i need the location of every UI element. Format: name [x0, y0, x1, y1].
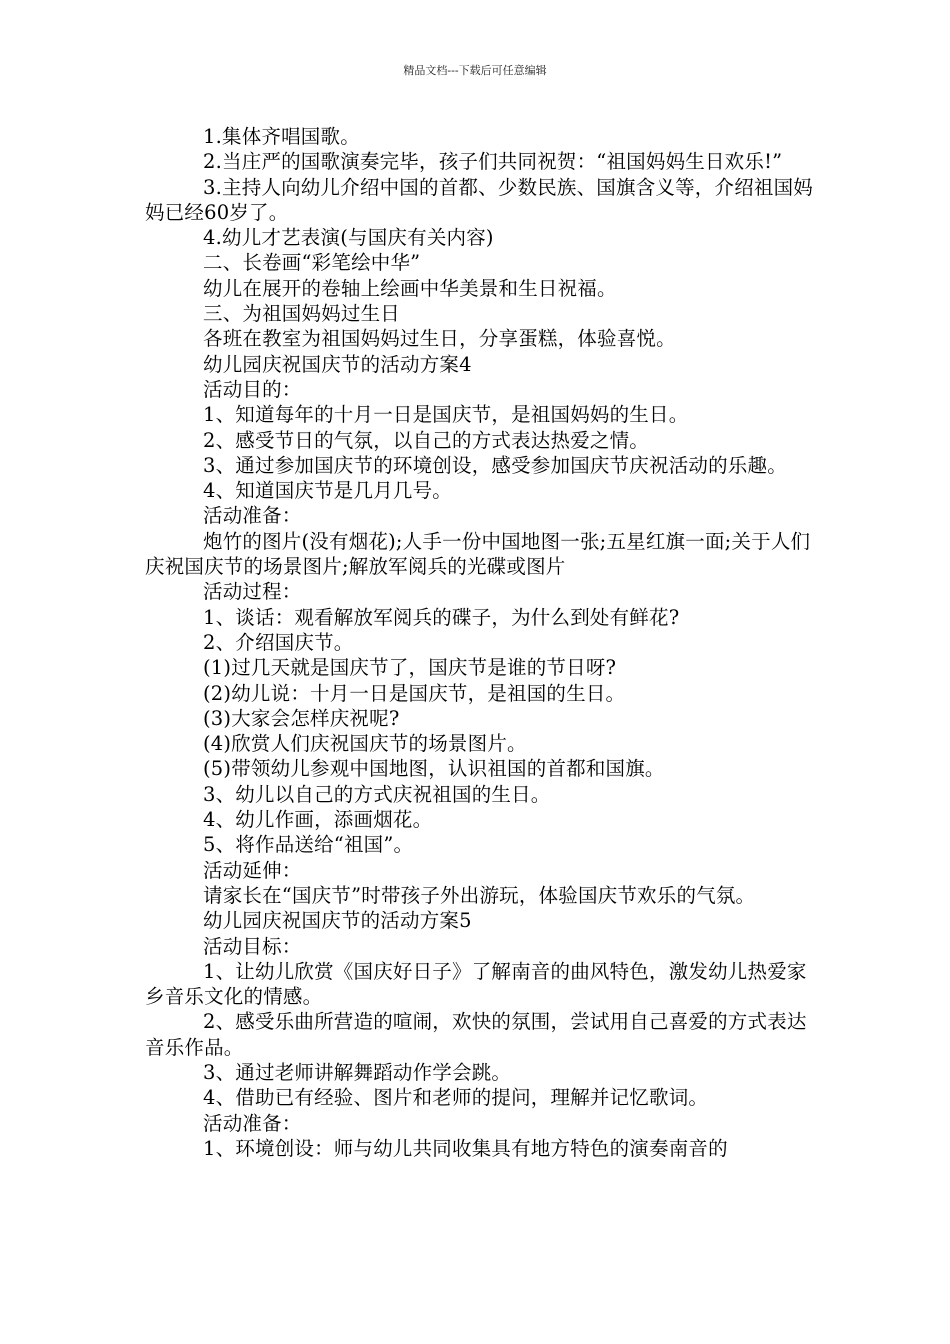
- paragraph: 请家长在“国庆节”时带孩子外出游玩，体验国庆节欢乐的气氛。: [203, 883, 756, 907]
- paragraph: 幼儿在展开的卷轴上绘画中华美景和生日祝福。: [203, 276, 617, 300]
- paragraph: (3)大家会怎样庆祝呢?: [203, 706, 400, 730]
- subheading: 活动准备：: [203, 1111, 302, 1135]
- paragraph: 3、通过老师讲解舞蹈动作学会跳。: [203, 1060, 512, 1084]
- paragraph: 4.幼儿才艺表演(与国庆有关内容): [203, 226, 494, 250]
- subheading: 活动目的：: [203, 377, 302, 401]
- paragraph: 各班在教室为祖国妈妈过生日，分享蛋糕，体验喜悦。: [203, 327, 676, 351]
- paragraph: 3.主持人向幼儿介绍中国的首都、少数民族、国旗含义等，介绍祖国妈妈已经60岁了。: [145, 175, 814, 224]
- paragraph: 4、借助已有经验、图片和老师的提问，理解并记忆歌词。: [203, 1086, 709, 1110]
- subheading: 活动过程：: [203, 580, 302, 604]
- paragraph: 2、感受乐曲所营造的喧闹，欢快的氛围，尝试用自己喜爱的方式表达音乐作品。: [145, 1010, 807, 1059]
- section-heading: 三、为祖国妈妈过生日: [203, 302, 401, 326]
- paragraph: 4、幼儿作画，添画烟花。: [203, 808, 433, 832]
- paragraph: 3、通过参加国庆节的环境创设，感受参加国庆节庆祝活动的乐趣。: [203, 453, 787, 477]
- paragraph: 2、感受节日的气氛，以自己的方式表达热爱之情。: [203, 428, 650, 452]
- section-heading: 二、长卷画“彩笔绘中华”: [203, 251, 421, 275]
- subheading: 活动目标：: [203, 934, 302, 958]
- paragraph: 1、知道每年的十月一日是国庆节，是祖国妈妈的生日。: [203, 403, 689, 427]
- document-body: [145, 124, 820, 1161]
- subheading: 活动延伸：: [203, 858, 302, 882]
- paragraph: 炮竹的图片(没有烟花);人手一份中国地图一张;五星红旗一面;关于人们庆祝国庆节的场景图片;解放军阅兵的光碟或图片: [145, 529, 811, 579]
- paragraph: 2.当庄严的国歌演奏完毕，孩子们共同祝贺：“祖国妈妈生日欢乐!”: [203, 150, 783, 174]
- paragraph: (5)带领幼儿参观中国地图，认识祖国的首都和国旗。: [203, 757, 665, 781]
- paragraph: 2、介绍国庆节。: [203, 630, 354, 654]
- paragraph: 1、谈话：观看解放军阅兵的碟子，为什么到处有鲜花?: [203, 605, 680, 629]
- paragraph: (4)欣赏人们庆祝国庆节的场景图片。: [203, 732, 527, 756]
- paragraph: (2)幼儿说：十月一日是国庆节，是祖国的生日。: [203, 681, 626, 705]
- plan-title: 幼儿园庆祝国庆节的活动方案5: [203, 909, 472, 933]
- paragraph: 1、环境创设：师与幼儿共同收集具有地方特色的演奏南音的: [203, 1136, 728, 1160]
- page-header: 精品文档---下载后可任意编辑: [403, 64, 547, 77]
- paragraph: 3、幼儿以自己的方式庆祝祖国的生日。: [203, 782, 551, 806]
- paragraph: 1.集体齐唱国歌。: [203, 125, 360, 148]
- paragraph: 5、将作品送给“祖国”。: [203, 833, 414, 857]
- paragraph: (1)过几天就是国庆节了，国庆节是谁的节日呀?: [203, 656, 617, 680]
- paragraph: 1、让幼儿欣赏《国庆好日子》了解南音的曲风特色，激发幼儿热爱家乡音乐文化的情感。: [145, 959, 807, 1009]
- plan-title: 幼儿园庆祝国庆节的活动方案4: [203, 352, 472, 376]
- paragraph: 4、知道国庆节是几月几号。: [203, 479, 453, 503]
- subheading: 活动准备：: [203, 504, 302, 528]
